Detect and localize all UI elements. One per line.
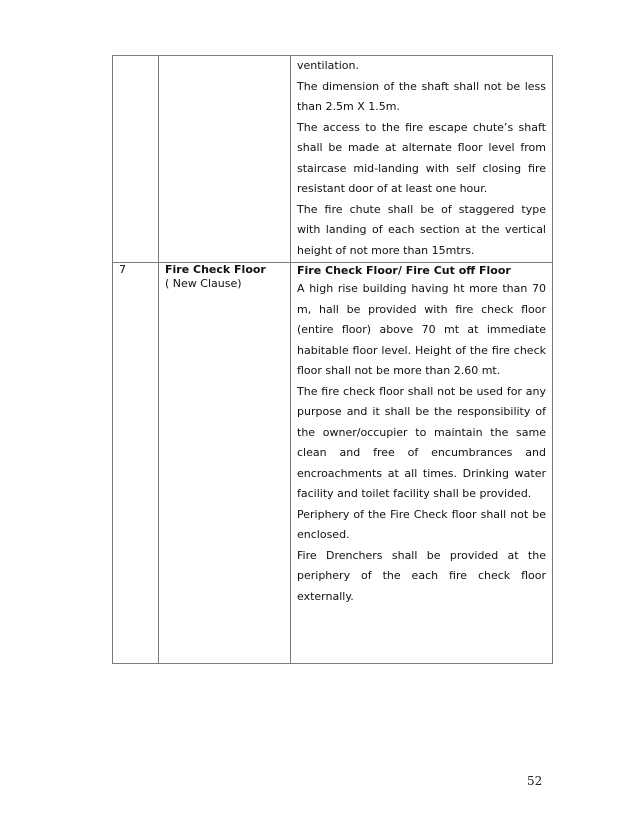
paragraph: Fire Drenchers shall be provided at the periphery of the each fire check floor externally. xyxy=(297,548,546,603)
clause-text-cell xyxy=(291,263,553,664)
paragraph: The fire check floor shall not be used for any purpose and it shall be the responsibility of the owner/occupier to maintain the same clean and free of encumbrances and encroachments at all times. Drinking water facility and toilet facility shall be provided. xyxy=(297,384,546,500)
clause-text-cell xyxy=(291,56,553,263)
paragraph: A high rise building having ht more than 70 m, hall be provided with fire check floor (entire floor) above 70 mt at immediate habitable floor level. Height of the fire check floor shall not be more than 2.60 mt. xyxy=(297,282,546,377)
clause-title-cell xyxy=(159,263,291,664)
paragraph: The access to the fire escape chute’s shaft shall be made at alternate floor level from staircase mid-landing with self closing fire resistant door of at least one hour. xyxy=(297,120,546,195)
table-row xyxy=(113,263,553,664)
paragraph: ventilation. xyxy=(297,59,359,72)
clause-number-cell: 7 xyxy=(113,263,159,664)
paragraph: The dimension of the shaft shall not be less than 2.5m X 1.5m. xyxy=(297,79,546,113)
clause-heading: Fire Check Floor/ Fire Cut off Floor xyxy=(297,264,511,277)
clause-table xyxy=(112,55,553,664)
clause-note: ( New Clause) xyxy=(165,277,242,290)
table-row xyxy=(113,56,553,263)
paragraph: The fire chute shall be of staggered type with landing of each section at the vertical height of not more than 15mtrs. xyxy=(297,202,546,257)
clause-title-cell xyxy=(159,56,291,263)
clause-number-cell xyxy=(113,56,159,263)
page-number: 52 xyxy=(527,774,543,788)
paragraph: Periphery of the Fire Check floor shall not be enclosed. xyxy=(297,507,546,541)
clause-title: Fire Check Floor xyxy=(165,263,266,276)
